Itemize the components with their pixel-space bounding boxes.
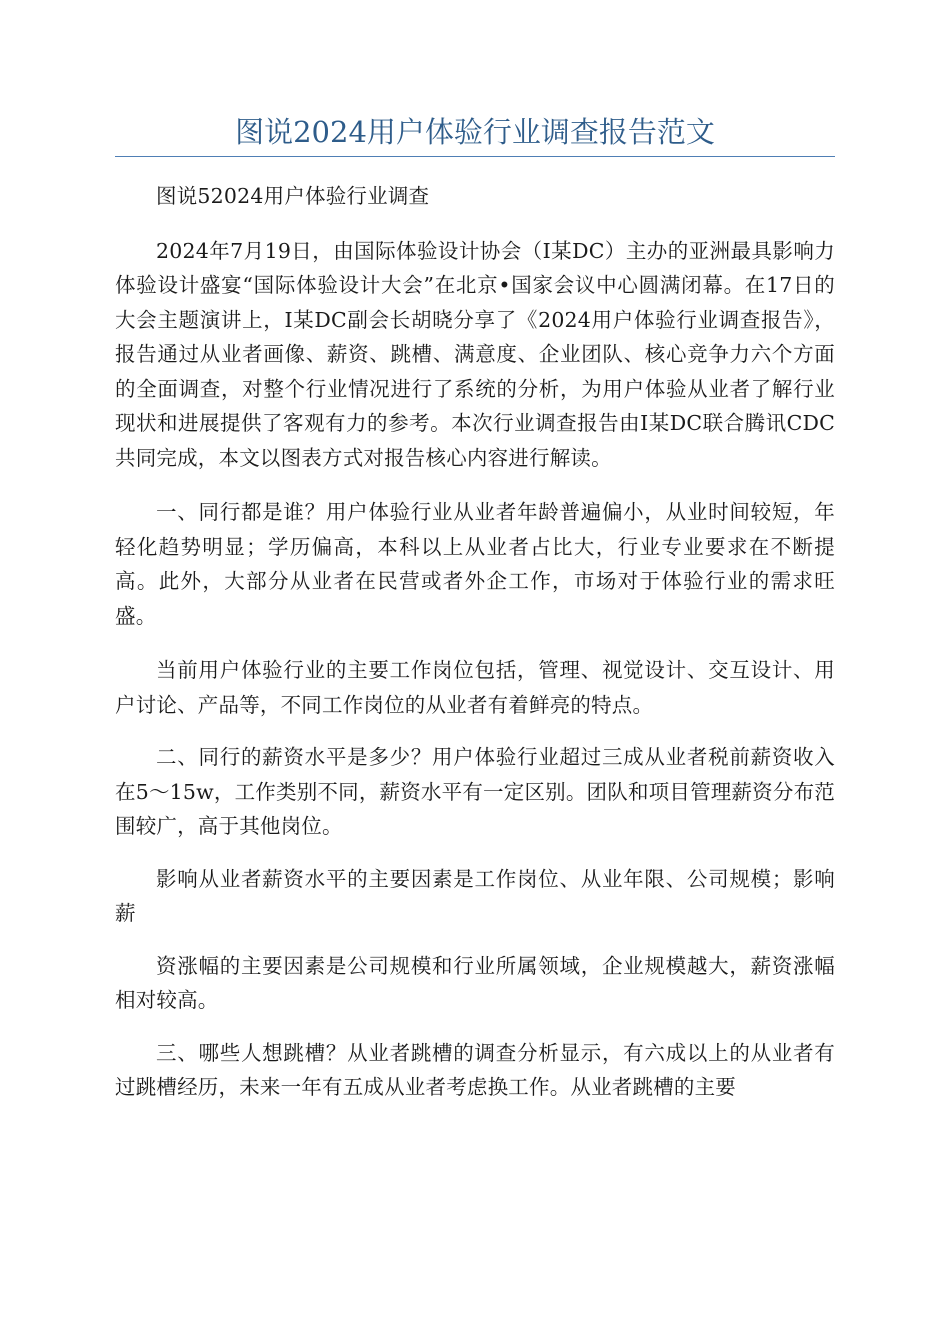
title-underline	[115, 156, 835, 157]
section-three-paragraph: 三、哪些人想跳槽？从业者跳槽的调查分析显示，有六成以上的从业者有过跳槽经历，未来一年有五成从业者考虑换工作。从业者跳槽的主要	[115, 1040, 835, 1099]
intro-paragraph: 2024年7月19日，由国际体验设计协会（I某DC）主办的亚洲最具影响力体验设计盛宴“国际体验设计大会”在北京•国家会议中心圆满闭幕。在17日的大会主题演讲上，I某DC副会长胡晓分享了《2024用户体验行业调查报告》，报告通过从业者画像、薪资、跳槽、满意度、企业团队、核心竞争力六个方面的全面调查，对整个行业情况进行了系统的分析，为用户体验从业者了解行业现状和进展提供了客观有力的参考。本次行业调查报告由I某DC联合腾讯CDC共同完成，本文以图表方式对报告核心内容进行解读。	[115, 238, 835, 470]
salary-factors-paragraph: 影响从业者薪资水平的主要因素是工作岗位、从业年限、公司规模；影响薪	[115, 866, 835, 925]
subtitle-paragraph: 图说52024用户体验行业调查	[156, 184, 430, 208]
section-one-paragraph: 一、同行都是谁？用户体验行业从业者年龄普遍偏小，从业时间较短，年轻化趋势明显；学历偏高，本科以上从业者占比大，行业专业要求在不断提高。此外，大部分从业者在民营或者外企工作，市场对于体验行业的需求旺盛。	[115, 500, 835, 628]
section-two-paragraph: 二、同行的薪资水平是多少？用户体验行业超过三成从业者税前薪资收入在5～15w，工作类别不同，薪资水平有一定区别。团队和项目管理薪资分布范围较广，高于其他岗位。	[115, 745, 835, 838]
document-title: 图说2024用户体验行业调查报告范文	[235, 115, 715, 149]
salary-growth-paragraph: 资涨幅的主要因素是公司规模和行业所属领域，企业规模越大，薪资涨幅相对较高。	[115, 953, 835, 1012]
job-roles-paragraph: 当前用户体验行业的主要工作岗位包括，管理、视觉设计、交互设计、用户讨论、产品等，不同工作岗位的从业者有着鲜亮的特点。	[115, 658, 835, 717]
document-page	[115, 112, 835, 1105]
